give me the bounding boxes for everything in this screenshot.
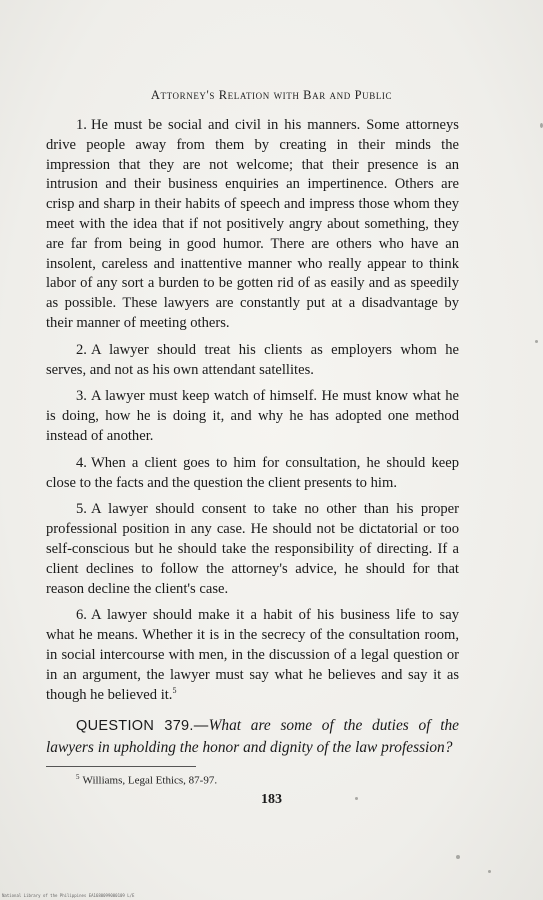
paragraph-4: [46, 454, 459, 494]
paragraph-text: A lawyer should treat his clients as employers whom he serves, and not as his own attendant satellites.: [46, 341, 459, 378]
paragraph-text: When a client goes to him for consultation, he should keep close to the facts and the question the client presents to him.: [46, 454, 459, 491]
footnote-divider: [46, 766, 196, 767]
paragraph-text: A lawyer must keep watch of himself. He must know what he is doing, how he is doing it, and why he has adopted one method instead of another.: [46, 388, 459, 444]
paragraph-3: [46, 387, 459, 446]
question-379: [46, 715, 459, 758]
scan-speck: [456, 855, 460, 859]
scan-speck: [355, 797, 358, 800]
scan-speck: [488, 870, 491, 873]
running-head: Attorney's Relation with Bar and Public: [150, 88, 393, 102]
paragraph-2: [46, 341, 459, 381]
paragraph-text: A lawyer should make it a habit of his business life to say what he means. Whether it is in the secrecy of the consultation room, in social intercourse with men, in the discussion of a legal question or in an argument, the lawyer must say what he believes and say it as though he believed it.: [46, 607, 459, 703]
paragraph-number: 2.: [76, 341, 87, 358]
paragraph-number: 4.: [76, 454, 87, 471]
footnote-marker: 5: [76, 773, 80, 781]
scan-watermark: National Library of the Philippines EA1680099000109 L/E: [2, 893, 135, 898]
paragraph-1: [46, 116, 459, 334]
paragraph-number: 6.: [76, 607, 87, 624]
paragraph-text: He must be social and civil in his manners. Some attorneys drive people away from them by creating in their minds the impression that they are not welcome; that their presence is an intrusion and their business enquiries an impertinence. Others are crisp and sharp in their habits of speech and impress those whom they meet with the idea that if not positively angry about something, they are far from being in good humor. There are others who have an insolent, careless and inattentive manner who really appear to think labor of any sort a burden to be gotten rid of as easily and as speedily as possible. These lawyers are constantly put at a disadvantage by their manner of meeting others.: [46, 117, 459, 331]
paragraph-text: A lawyer should consent to take no other than his proper professional position in any case. He should not be dictatorial or too self-conscious but he should take the responsibility of directing. If a client declines to follow the attorney's advice, he should for that reason decline the client's case.: [46, 501, 459, 597]
paragraph-6: [46, 606, 459, 705]
paragraph-number: 1.: [76, 117, 87, 133]
page-number: 183: [261, 792, 282, 807]
question-label: QUESTION 379.—: [76, 718, 209, 735]
scan-speck: [535, 340, 538, 343]
footnote: [76, 773, 217, 787]
footnote-reference[interactable]: 5: [172, 685, 177, 695]
question-text: What are some of the duties of the lawyers in upholding the honor and dignity of the law profession?: [46, 717, 459, 757]
paragraph-5: [46, 500, 459, 599]
body-text: [46, 116, 459, 758]
paragraph-number: 5.: [76, 501, 87, 518]
footnote-text: Williams, Legal Ethics, 87-97.: [82, 774, 218, 787]
paragraph-number: 3.: [76, 388, 87, 405]
